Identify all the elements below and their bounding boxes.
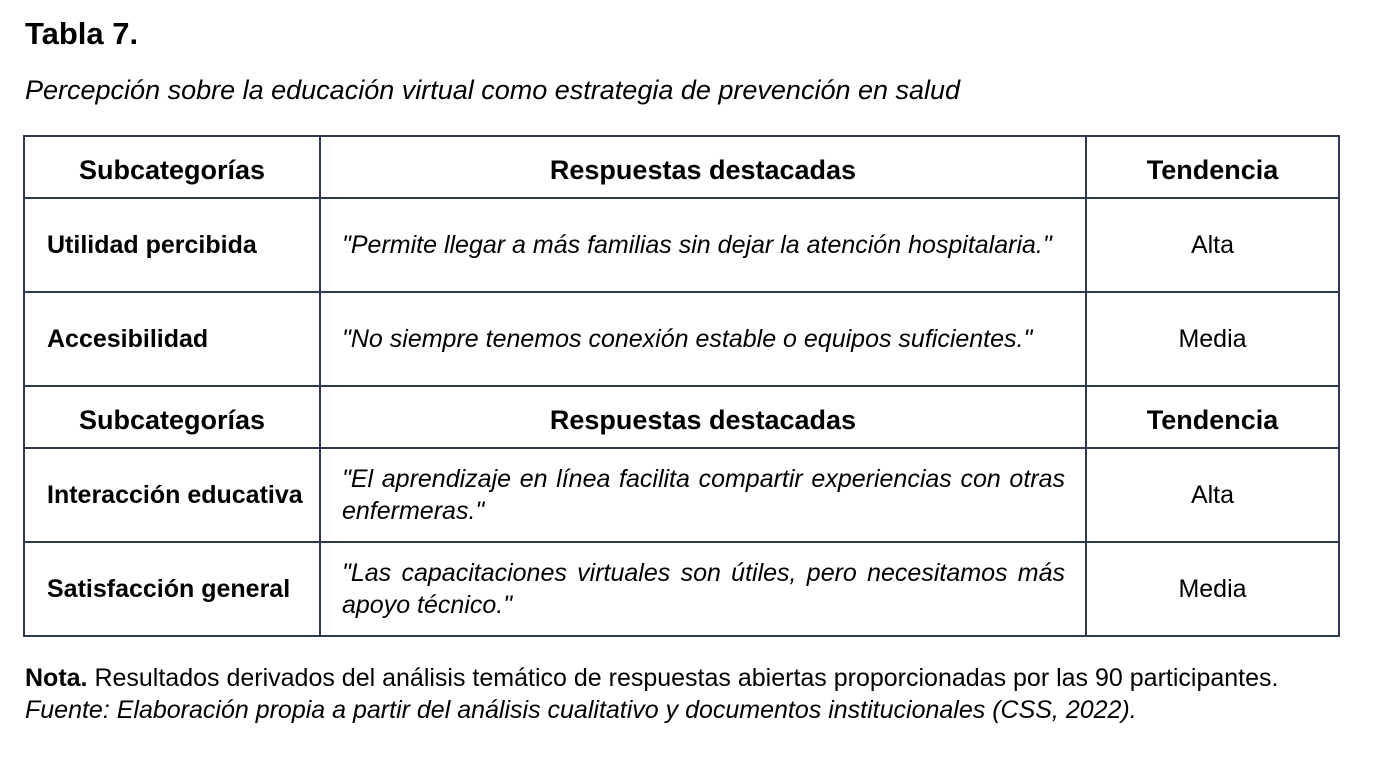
trend-cell: Media [1086, 542, 1339, 636]
header-subcategorias: Subcategorías [24, 136, 320, 198]
table-title: Tabla 7. [25, 16, 139, 51]
header-respuestas: Respuestas destacadas [320, 386, 1086, 448]
subcategory-cell: Satisfacción general [24, 542, 320, 636]
table-header-row [24, 136, 1339, 198]
perception-table [23, 135, 1340, 637]
trend-cell: Media [1086, 292, 1339, 386]
table-row [24, 198, 1339, 292]
table-note [25, 662, 1315, 726]
response-cell: "No siempre tenemos conexión estable o equipos suficientes." [320, 292, 1086, 386]
subcategory-cell: Interacción educativa [24, 448, 320, 542]
note-text: Resultados derivados del análisis temático de respuestas abiertas proporcionadas por las 90 participantes. [87, 664, 1279, 692]
response-cell: "Las capacitaciones virtuales son útiles, pero necesitamos más apoyo técnico." [320, 542, 1086, 636]
header-tendencia: Tendencia [1086, 386, 1339, 448]
response-cell: "Permite llegar a más familias sin dejar la atención hospitalaria." [320, 198, 1086, 292]
trend-cell: Alta [1086, 448, 1339, 542]
trend-cell: Alta [1086, 198, 1339, 292]
subcategory-cell: Accesibilidad [24, 292, 320, 386]
subcategory-cell: Utilidad percibida [24, 198, 320, 292]
response-cell: "El aprendizaje en línea facilita compartir experiencias con otras enfermeras." [320, 448, 1086, 542]
header-respuestas: Respuestas destacadas [320, 136, 1086, 198]
header-tendencia: Tendencia [1086, 136, 1339, 198]
note-label: Nota. [25, 664, 88, 692]
table-row [24, 542, 1339, 636]
table-subtitle: Percepción sobre la educación virtual como estrategia de prevención en salud [25, 75, 961, 105]
table-header-row-repeat [24, 386, 1339, 448]
table-row [24, 448, 1339, 542]
header-subcategorias: Subcategorías [24, 386, 320, 448]
note-source: Fuente: Elaboración propia a partir del análisis cualitativo y documentos institucionales (CSS, 2022). [25, 696, 1137, 724]
table-row [24, 292, 1339, 386]
